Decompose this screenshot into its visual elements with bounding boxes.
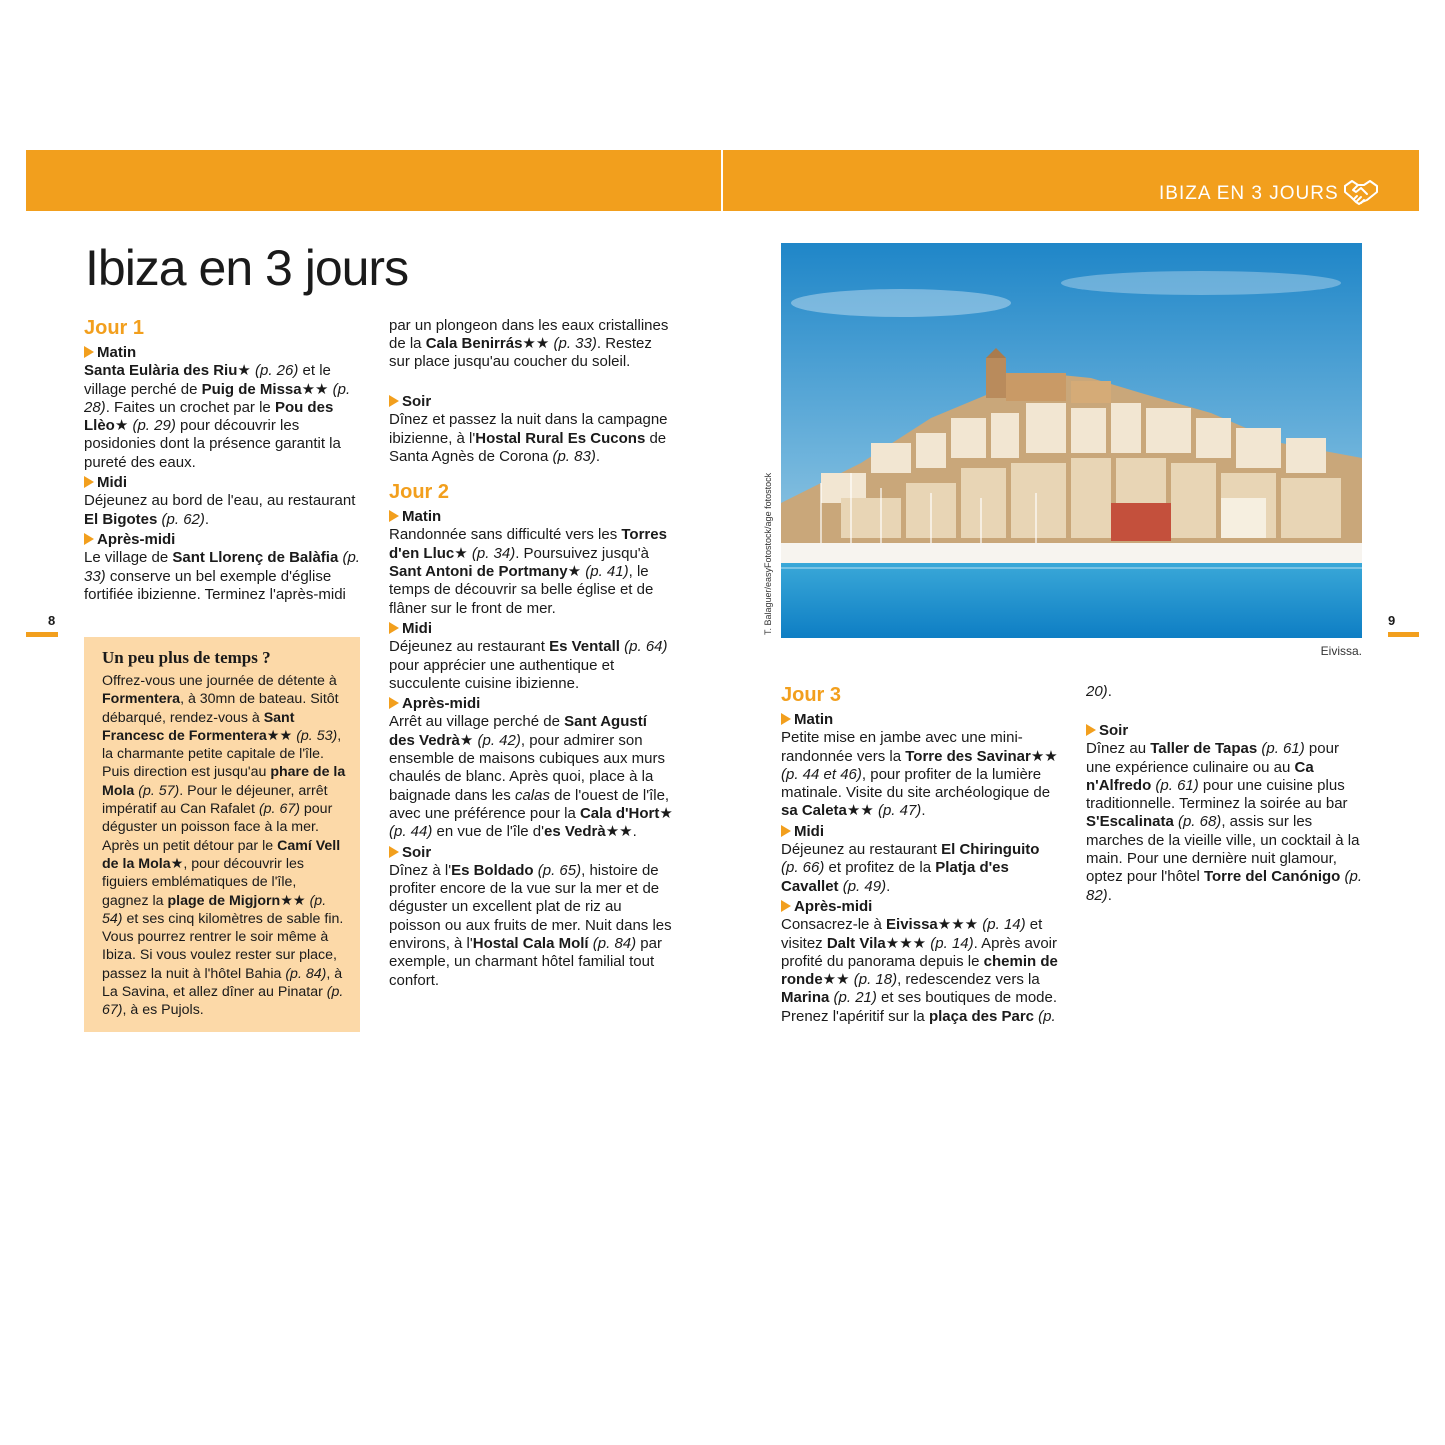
aside-text: Offrez-vous une journée de détente à Formentera, à 30mn de bateau. Sitôt débarqué, rendez-vous à Sant Francesc de Formentera★★ (p. 53), la charmante petite capitale de l'île. Puis direction est jusqu'au phare de la Mola (p. 57). Pour le déjeuner, arrêt impératif au Can Rafalet (p. 67) pour déguster un poisson face à la mer. Après un petit détour par le Camí Vell de la Mola★, pour découvrir les figuiers emblématiques de l'île, gagnez la plage de Migjorn★★ (p. 54) et ses cinq kilomètres de sable fin. Vous pourrez rentrer le soir même à Ibiza. Si vous voulez rester sur place, passez la nuit à l'hôtel Bahia (p. 84), à La Savina, et allez dîner au Pinatar (p. 67), à es Pujols. <box>102 673 346 1019</box>
day3-apres-midi-continued <box>1086 683 1366 720</box>
running-header: IBIZA EN 3 JOURS <box>1159 183 1339 204</box>
day2-apres-midi-label: Après-midi <box>389 695 674 713</box>
photo-caption: Eivissa. <box>1320 644 1362 658</box>
photo-eivissa <box>781 243 1362 638</box>
day3-apres-midi-text: Consacrez-le à Eivissa★★★ (p. 14) et visitez Dalt Vila★★★ (p. 14). Après avoir profité du panorama depuis le chemin de ronde★★ (p. 18), redescendez vers la Marina (p. 21) et ses boutiques de mode. Prenez l'apéritif sur la plaça des Parc (p. <box>781 916 1058 1025</box>
day1-apres-midi-continued <box>389 317 674 391</box>
day2-soir-label: Soir <box>389 844 674 862</box>
day2-soir-text: Dînez à l'Es Boldado (p. 65), histoire de profiter encore de la vue sur la mer et de déguster un excellent plat de riz au poisson ou aux fruits de mer. Nuit dans les environs, à l'Hostal Cala Molí (p. 84) par exemple, un charmant hôtel familial tout confort. <box>389 861 672 989</box>
day3-midi-label: Midi <box>781 823 1061 841</box>
photo-illustration <box>781 243 1362 638</box>
aside-title: Un peu plus de temps ? <box>102 648 271 667</box>
handshake-icon <box>1343 178 1379 208</box>
day3-matin-label: Matin <box>781 711 1061 729</box>
header-band-left <box>26 150 721 211</box>
day1-midi-label: Midi <box>84 474 360 492</box>
day3-matin-text: Petite mise en jambe avec une mini-randonnée vers la Torre des Savinar★★ (p. 44 et 46), pour profiter de la lumière matinale. Visite du site archéologique de sa Caleta★★ (p. 47). <box>781 729 1058 820</box>
page-marker-left <box>26 632 58 637</box>
day3-midi-text: Déjeunez au restaurant El Chiringuito (p. 66) et profitez de la Platja d'es Cavallet (p. 49). <box>781 841 1040 895</box>
day3-apres-midi-overflow: 20). <box>1086 683 1112 700</box>
page-marker-right <box>1388 632 1419 637</box>
day2-midi-label: Midi <box>389 620 674 638</box>
page-title: Ibiza en 3 jours <box>85 240 409 296</box>
photo-credit: T. Balaguer/easyFotostock/age fotostock <box>763 472 773 635</box>
day3-soir-label: Soir <box>1086 722 1366 740</box>
day1-apres-midi-text: Le village de Sant Llorenç de Balàfia (p. 33) conserve un bel exemple d'église fortifiée ibizienne. Terminez l'après-midi <box>84 549 360 603</box>
day2-matin-label: Matin <box>389 508 674 526</box>
column-day1 <box>84 316 360 604</box>
day1-matin-label: Matin <box>84 344 360 362</box>
column-day3-continued <box>1086 683 1366 905</box>
day1-apres-midi-overflow: par un plongeon dans les eaux cristallines de la Cala Benirrás★★ (p. 33). Restez sur place jusqu'au coucher du soleil. <box>389 317 669 371</box>
page-number-right: 9 <box>1388 613 1396 628</box>
day1-matin-text: Santa Eulària des Riu★ (p. 26) et le village perché de Puig de Missa★★ (p. 28). Faites un crochet par le Pou des Llèo★ (p. 29) pour découvrir les posidonies dont la présence garantit la pureté des eaux. <box>84 362 351 471</box>
day3-apres-midi-label: Après-midi <box>781 898 1061 916</box>
day1-heading: Jour 1 <box>84 317 145 339</box>
day2-midi-text: Déjeunez au restaurant Es Ventall (p. 64) pour apprécier une authentique et succulente cuisine ibizienne. <box>389 638 668 692</box>
day1-midi-text: Déjeunez au bord de l'eau, au restaurant El Bigotes (p. 62). <box>84 492 356 528</box>
day1-soir-label: Soir <box>389 393 674 411</box>
day2-apres-midi-text: Arrêt au village perché de Sant Agustí des Vedrà★ (p. 42), pour admirer son ensemble de maisons cubiques aux murs chaulés de blanc. Après quoi, place à la baignade dans les calas de l'ouest de l'île, avec une préférence pour la Cala d'Hort★ (p. 44) en vue de l'île d'es Vedrà★★. <box>389 713 673 841</box>
day1-apres-midi-label: Après-midi <box>84 531 360 549</box>
page-number-left: 8 <box>48 613 56 628</box>
day1-soir-text: Dînez et passez la nuit dans la campagne ibizienne, à l'Hostal Rural Es Cucons de Santa Agnès de Corona (p. 83). <box>389 411 668 465</box>
column-day2 <box>389 317 674 990</box>
column-day3 <box>781 683 1061 1026</box>
day2-matin-text: Randonnée sans difficulté vers les Torres d'en Lluc★ (p. 34). Poursuivez jusqu'à Sant Antoni de Portmany★ (p. 41), le temps de découvrir sa belle église et de flâner sur le front de mer. <box>389 526 667 617</box>
day3-heading: Jour 3 <box>781 684 842 706</box>
day2-heading: Jour 2 <box>389 481 450 504</box>
day3-soir-text: Dînez au Taller de Tapas (p. 61) pour une expérience culinaire ou au Ca n'Alfredo (p. 61) pour une cuisine plus traditionnelle. Terminez la soirée au bar S'Escalinata (p. 68), assis sur les marches de la vieille ville, un cocktail à la main. Pour une dernière nuit glamour, optez pour l'hôtel Torre del Canónigo (p. 82). <box>1086 740 1363 904</box>
aside-more-time <box>84 637 360 1032</box>
